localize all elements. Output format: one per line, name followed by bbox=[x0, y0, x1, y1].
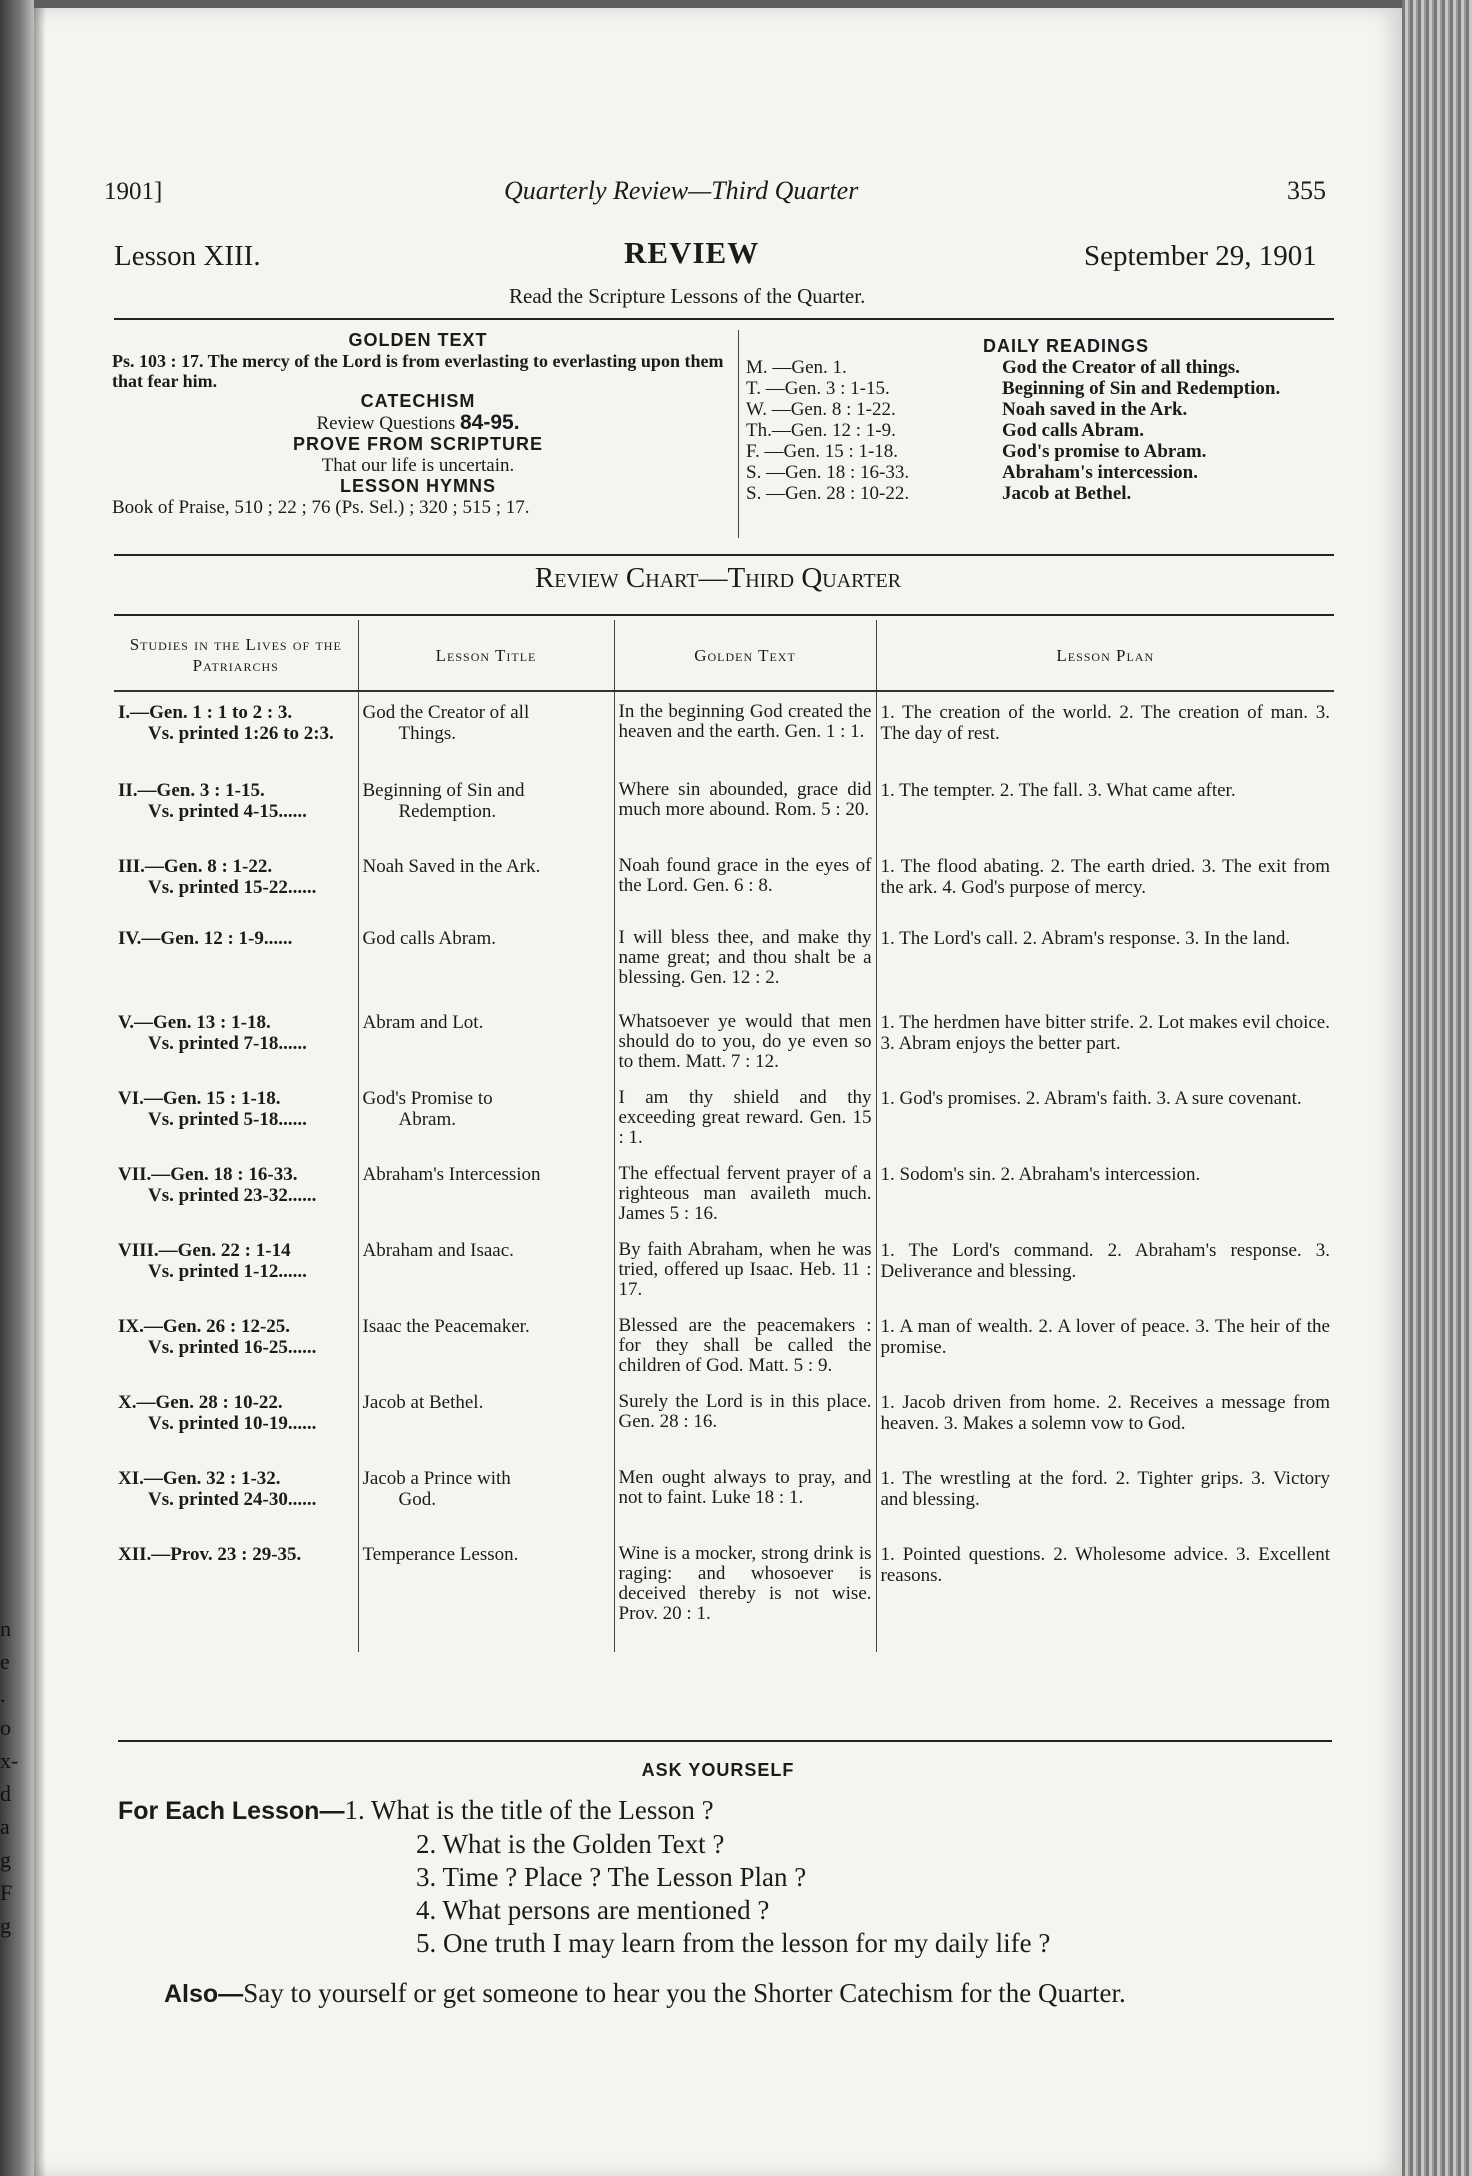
catechism-numbers: 84-95. bbox=[460, 411, 520, 434]
cell-study bbox=[114, 780, 358, 856]
cell-study bbox=[114, 1240, 358, 1316]
daily-reading-row bbox=[746, 441, 1346, 462]
daily-reading-row bbox=[746, 462, 1346, 483]
golden-text: Ps. 103 : 17. The mercy of the Lord is from everlasting to everlasting upon them that fear him. bbox=[112, 351, 724, 391]
margin-letter: g bbox=[0, 1847, 11, 1872]
daily-reading-ref: T. —Gen. 3 : 1-15. bbox=[746, 378, 890, 399]
hymns-text: Book of Praise, 510 ; 22 ; 76 (Ps. Sel.) ; 320 ; 515 ; 17. bbox=[112, 497, 530, 518]
table-row bbox=[114, 1012, 1334, 1088]
cell-lesson-title bbox=[358, 1392, 614, 1468]
study-reference: XI.—Gen. 32 : 1-32. bbox=[118, 1468, 281, 1489]
lesson-title-cont: Abram. bbox=[398, 1109, 457, 1130]
daily-reading-row bbox=[746, 483, 1346, 504]
fold-shadow bbox=[34, 8, 46, 2176]
daily-readings bbox=[746, 336, 1346, 504]
lesson-heading: REVIEW bbox=[624, 235, 760, 270]
verses-printed: Vs. printed 24-30...... bbox=[148, 1489, 317, 1510]
cell-golden-text: Where sin abounded, grace did much more abound. Rom. 5 : 20. bbox=[614, 780, 876, 856]
daily-reading-ref: Th.—Gen. 12 : 1-9. bbox=[746, 420, 896, 441]
verses-printed: Vs. printed 15-22...... bbox=[148, 877, 317, 898]
lesson-title: Temperance Lesson. bbox=[362, 1544, 519, 1565]
lesson-title: Abraham and Isaac. bbox=[362, 1240, 514, 1261]
study-reference: IV.—Gen. 12 : 1-9...... bbox=[118, 928, 293, 949]
daily-reading-desc: God's promise to Abram. bbox=[1002, 441, 1207, 462]
chart-title: Review Chart—Third Quarter bbox=[534, 562, 902, 594]
cell-study bbox=[114, 691, 358, 780]
verses-printed: Vs. printed 1:26 to 2:3. bbox=[148, 723, 334, 744]
table-row bbox=[114, 780, 1334, 856]
verses-printed: Vs. printed 16-25...... bbox=[148, 1337, 317, 1358]
cell-golden-text: Whatsoever ye would that men should do to you, do ye even so to them. Matt. 7 : 12. bbox=[614, 1012, 876, 1088]
cell-lesson-plan: 1. Jacob driven from home. 2. Receives a message from heaven. 3. Makes a solemn vow to God. bbox=[880, 1392, 1330, 1434]
lesson-title-cont: God. bbox=[398, 1489, 436, 1510]
book-page bbox=[34, 8, 1402, 2176]
also-text: Say to yourself or get someone to hear you the Shorter Catechism for the Quarter. bbox=[243, 1978, 1126, 2008]
also-instruction bbox=[164, 1978, 1126, 2009]
cell-lesson-title bbox=[358, 1544, 614, 1652]
table-row bbox=[114, 1240, 1334, 1316]
verses-printed: Vs. printed 10-19...... bbox=[148, 1413, 317, 1434]
study-reference: II.—Gen. 3 : 1-15. bbox=[118, 780, 265, 801]
lesson-title-cont: Things. bbox=[398, 723, 457, 744]
cell-lesson-plan: 1. God's promises. 2. Abram's faith. 3. A sure covenant. bbox=[880, 1088, 1302, 1109]
cell-lesson-plan: 1. The wrestling at the ford. 2. Tighter grips. 3. Victory and blessing. bbox=[880, 1468, 1330, 1510]
cell-study bbox=[114, 1316, 358, 1392]
verses-printed: Vs. printed 4-15...... bbox=[148, 801, 307, 822]
cell-study bbox=[114, 856, 358, 928]
cell-study bbox=[114, 1544, 358, 1652]
review-table bbox=[114, 620, 1334, 1652]
ask-question: 5. One truth I may learn from the lesson for my daily life ? bbox=[416, 1928, 1051, 1958]
daily-reading-ref: S. —Gen. 28 : 10-22. bbox=[746, 483, 910, 504]
table-row bbox=[114, 1392, 1334, 1468]
study-reference: X.—Gen. 28 : 10-22. bbox=[118, 1392, 283, 1413]
ask-question-text: 1. What is the title of the Lesson ? bbox=[344, 1795, 714, 1825]
ask-yourself-heading: ASK YOURSELF bbox=[641, 1760, 795, 1780]
catechism-heading: CATECHISM bbox=[360, 391, 476, 411]
study-reference: VIII.—Gen. 22 : 1-14 bbox=[118, 1240, 291, 1261]
lesson-title: God's Promise to bbox=[362, 1088, 493, 1109]
cell-lesson-title bbox=[358, 1012, 614, 1088]
cell-golden-text: Wine is a mocker, strong drink is raging: and whosoever is deceived thereby is not wise. Prov. 20 : 1. bbox=[614, 1544, 876, 1652]
instruction: Read the Scripture Lessons of the Quarter. bbox=[509, 284, 866, 308]
study-reference: XII.—Prov. 23 : 29-35. bbox=[118, 1544, 302, 1565]
cell-study bbox=[114, 1392, 358, 1468]
cell-lesson-plan: 1. The Lord's call. 2. Abram's response. 3. In the land. bbox=[880, 928, 1291, 949]
lesson-number: Lesson XIII. bbox=[114, 240, 261, 272]
cell-lesson-title bbox=[358, 856, 614, 928]
cell-lesson-title bbox=[358, 1088, 614, 1164]
header-year: 1901] bbox=[104, 178, 163, 205]
cell-lesson-title bbox=[358, 1468, 614, 1544]
study-reference: IX.—Gen. 26 : 12-25. bbox=[118, 1316, 291, 1337]
lesson-title: Abraham's Intercession bbox=[362, 1164, 541, 1185]
cell-study bbox=[114, 928, 358, 1012]
daily-reading-ref: S. —Gen. 18 : 16-33. bbox=[746, 462, 910, 483]
page-stack-edge bbox=[1402, 0, 1472, 2176]
cell-lesson-plan: 1. The herdmen have bitter strife. 2. Lot makes evil choice. 3. Abram enjoys the better part. bbox=[880, 1012, 1330, 1054]
lesson-date: September 29, 1901 bbox=[1084, 240, 1317, 272]
prove-heading: PROVE FROM SCRIPTURE bbox=[292, 434, 544, 454]
table-row bbox=[114, 1544, 1334, 1652]
cell-lesson-plan: 1. Pointed questions. 2. Wholesome advice. 3. Excellent reasons. bbox=[880, 1544, 1330, 1586]
page-number: 355 bbox=[1287, 176, 1326, 205]
cell-lesson-title bbox=[358, 691, 614, 780]
margin-letter: e bbox=[0, 1649, 10, 1674]
daily-reading-row bbox=[746, 420, 1346, 441]
catechism-prefix: Review Questions bbox=[316, 413, 456, 434]
cell-lesson-title bbox=[358, 1240, 614, 1316]
margin-letter: g bbox=[0, 1913, 11, 1938]
cell-study bbox=[114, 1088, 358, 1164]
table-row bbox=[114, 1468, 1334, 1544]
daily-reading-desc: Jacob at Bethel. bbox=[1002, 483, 1132, 504]
study-reference: V.—Gen. 13 : 1-18. bbox=[118, 1012, 271, 1033]
cell-lesson-title bbox=[358, 1164, 614, 1240]
margin-letter: d bbox=[0, 1781, 11, 1806]
cell-lesson-plan: 1. The creation of the world. 2. The creation of man. 3. The day of rest. bbox=[880, 702, 1330, 744]
cell-golden-text: Noah found grace in the eyes of the Lord. Gen. 6 : 8. bbox=[614, 856, 876, 928]
ask-lead: For Each Lesson— bbox=[118, 1797, 345, 1825]
table-body bbox=[114, 691, 1334, 1652]
table-row bbox=[114, 1316, 1334, 1392]
catechism bbox=[112, 412, 724, 434]
cell-golden-text: By faith Abraham, when he was tried, offered up Isaac. Heb. 11 : 17. bbox=[614, 1240, 876, 1316]
golden-text-heading: GOLDEN TEXT bbox=[348, 330, 488, 350]
cell-golden-text: The effectual fervent prayer of a righteous man availeth much. James 5 : 16. bbox=[614, 1164, 876, 1240]
study-reference: I.—Gen. 1 : 1 to 2 : 3. bbox=[118, 702, 293, 723]
lesson-title-cont: Redemption. bbox=[398, 801, 497, 822]
cell-golden-text: In the beginning God created the heaven and the earth. Gen. 1 : 1. bbox=[614, 691, 876, 780]
daily-reading-ref: F. —Gen. 15 : 1-18. bbox=[746, 441, 899, 462]
review-chart bbox=[114, 620, 1334, 1652]
study-reference: III.—Gen. 8 : 1-22. bbox=[118, 856, 273, 877]
cell-study bbox=[114, 1164, 358, 1240]
cell-lesson-title bbox=[358, 780, 614, 856]
lesson-title: Jacob a Prince with bbox=[362, 1468, 511, 1489]
ask-question: 2. What is the Golden Text ? bbox=[416, 1829, 725, 1859]
daily-reading-ref: W. —Gen. 8 : 1-22. bbox=[746, 399, 896, 420]
cell-golden-text: I am thy shield and thy exceeding great reward. Gen. 15 : 1. bbox=[614, 1088, 876, 1164]
ask-yourself bbox=[118, 1794, 1050, 1960]
study-reference: VI.—Gen. 15 : 1-18. bbox=[118, 1088, 281, 1109]
cell-golden-text: Surely the Lord is in this place. Gen. 28 : 16. bbox=[614, 1392, 876, 1468]
hymns-heading: LESSON HYMNS bbox=[339, 476, 497, 496]
cell-lesson-plan: 1. Sodom's sin. 2. Abraham's intercession. bbox=[880, 1164, 1201, 1185]
daily-reading-row bbox=[746, 378, 1346, 399]
cell-study bbox=[114, 1012, 358, 1088]
cell-lesson-title bbox=[358, 928, 614, 1012]
daily-reading-desc: Noah saved in the Ark. bbox=[1002, 399, 1188, 420]
facing-page-margin bbox=[0, 1612, 20, 1942]
table-row bbox=[114, 1088, 1334, 1164]
margin-letter: . bbox=[0, 1682, 6, 1707]
header-studies: Studies in the Lives of the Patriarchs bbox=[114, 620, 358, 691]
verses-printed: Vs. printed 7-18...... bbox=[148, 1033, 307, 1054]
cell-lesson-plan: 1. The tempter. 2. The fall. 3. What came after. bbox=[880, 780, 1236, 801]
cell-lesson-plan: 1. A man of wealth. 2. A lover of peace. 3. The heir of the promise. bbox=[880, 1316, 1330, 1358]
daily-reading-desc: Beginning of Sin and Redemption. bbox=[1002, 378, 1281, 399]
table-row bbox=[114, 856, 1334, 928]
cell-golden-text: Men ought always to pray, and not to faint. Luke 18 : 1. bbox=[614, 1468, 876, 1544]
lesson-title: God calls Abram. bbox=[362, 928, 497, 949]
margin-letter: x- bbox=[0, 1748, 19, 1773]
divider-mid bbox=[114, 554, 1334, 556]
study-reference: VII.—Gen. 18 : 16-33. bbox=[118, 1164, 298, 1185]
table-row bbox=[114, 1164, 1334, 1240]
daily-readings-heading: DAILY READINGS bbox=[982, 336, 1150, 356]
daily-reading-desc: God calls Abram. bbox=[1002, 420, 1144, 441]
panel-divider bbox=[738, 330, 739, 538]
cell-lesson-plan: 1. The Lord's command. 2. Abraham's response. 3. Deliverance and blessing. bbox=[880, 1240, 1330, 1282]
prove-text: That our life is uncertain. bbox=[321, 455, 515, 476]
cell-study bbox=[114, 1468, 358, 1544]
daily-reading-desc: God the Creator of all things. bbox=[1002, 357, 1240, 378]
lesson-helps bbox=[112, 330, 724, 518]
margin-letter: F bbox=[0, 1880, 13, 1905]
verses-printed: Vs. printed 23-32...... bbox=[148, 1185, 317, 1206]
lesson-title: Beginning of Sin and bbox=[362, 780, 525, 801]
ask-question: 4. What persons are mentioned ? bbox=[416, 1895, 770, 1925]
lesson-title: God the Creator of all bbox=[362, 702, 530, 723]
table-header-row bbox=[114, 620, 1334, 691]
ask-question: 3. Time ? Place ? The Lesson Plan ? bbox=[416, 1862, 807, 1892]
ask-question bbox=[118, 1794, 1050, 1828]
table-row bbox=[114, 691, 1334, 780]
cell-golden-text: I will bless thee, and make thy name great; and thou shalt be a blessing. Gen. 12 : 2. bbox=[614, 928, 876, 1012]
divider-bottom bbox=[118, 1740, 1332, 1742]
daily-reading-row bbox=[746, 399, 1346, 420]
cell-lesson-plan: 1. The flood abating. 2. The earth dried. 3. The exit from the ark. 4. God's purpose of mercy. bbox=[880, 856, 1330, 898]
header-golden-text: Golden Text bbox=[614, 620, 876, 691]
margin-letter: n bbox=[0, 1616, 11, 1641]
daily-reading-row bbox=[746, 357, 1346, 378]
cell-golden-text: Blessed are the peacemakers : for they shall be called the children of God. Matt. 5 : 9. bbox=[614, 1316, 876, 1392]
daily-readings-list bbox=[746, 357, 1346, 504]
lesson-title: Isaac the Peacemaker. bbox=[362, 1316, 530, 1337]
lesson-title: Jacob at Bethel. bbox=[362, 1392, 484, 1413]
header-title: Quarterly Review—Third Quarter bbox=[504, 176, 859, 205]
margin-letter: o bbox=[0, 1715, 11, 1740]
margin-letter: a bbox=[0, 1814, 10, 1839]
lesson-title: Abram and Lot. bbox=[362, 1012, 484, 1033]
daily-reading-ref: M. —Gen. 1. bbox=[746, 357, 847, 378]
divider-chart bbox=[114, 614, 1334, 616]
header-lesson-title: Lesson Title bbox=[358, 620, 614, 691]
cell-lesson-title bbox=[358, 1316, 614, 1392]
header-lesson-plan: Lesson Plan bbox=[876, 620, 1334, 691]
table-row bbox=[114, 928, 1334, 1012]
daily-reading-desc: Abraham's intercession. bbox=[1002, 462, 1198, 483]
divider-top bbox=[114, 318, 1334, 320]
lesson-title: Noah Saved in the Ark. bbox=[362, 856, 541, 877]
also-lead: Also— bbox=[164, 1980, 244, 2008]
verses-printed: Vs. printed 5-18...... bbox=[148, 1109, 307, 1130]
verses-printed: Vs. printed 1-12...... bbox=[148, 1261, 307, 1282]
